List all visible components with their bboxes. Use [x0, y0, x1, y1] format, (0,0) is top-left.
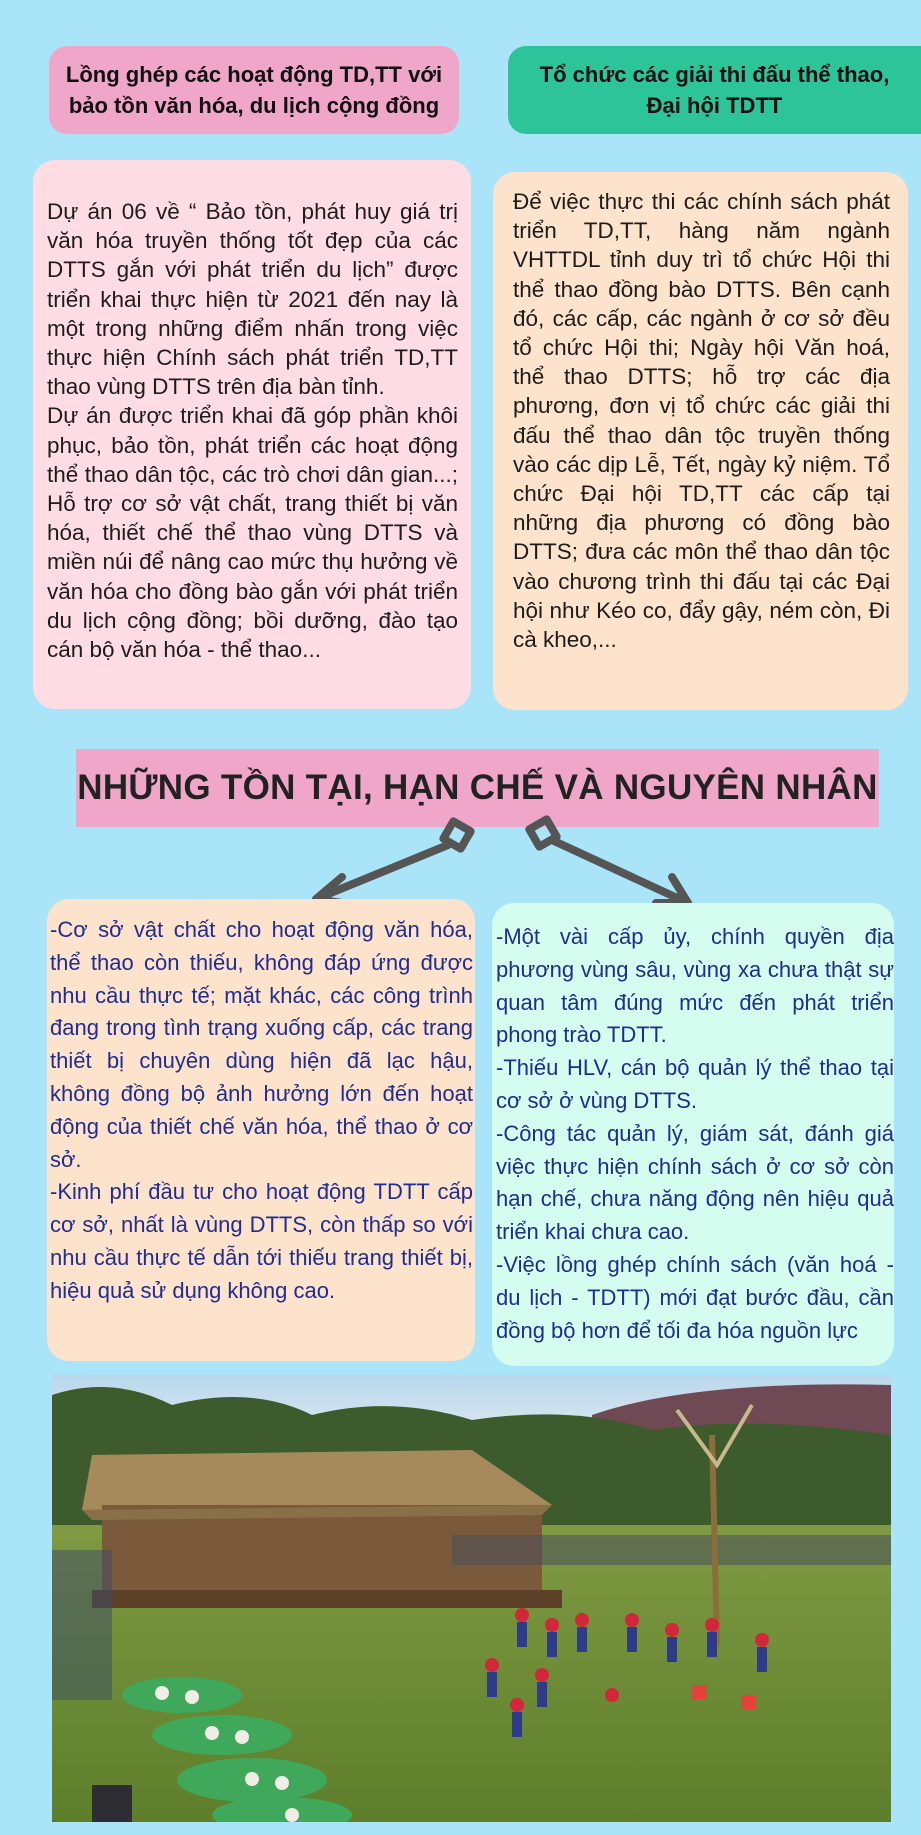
issues-right-paragraph-3: -Công tác quản lý, giám sát, đánh giá việc thực hiện chính sách ở cơ sở còn hạn chế, chưa năng động nên hiệu quả triển khai chưa cao. — [496, 1120, 894, 1245]
issues-banner-title: NHỮNG TỒN TẠI, HẠN CHẾ VÀ NGUYÊN NHÂN — [77, 768, 878, 807]
left-arrow-icon — [316, 821, 471, 904]
issues-left-card — [47, 899, 475, 1361]
card-right — [493, 172, 908, 710]
issues-right-paragraph-4: -Việc lồng ghép chính sách (văn hoá - du lịch - TDTT) mới đạt bước đầu, cần đồng bộ hơn để tối đa hóa nguồn lực — [496, 1251, 894, 1343]
issues-left-paragraph-1: -Cơ sở vật chất cho hoạt động văn hóa, thể thao còn thiếu, không đáp ứng được nhu cầu thực tế; mặt khác, các công trình đang trong tình trạng xuống cấp, các trang thiết bị chuyên dùng hiện đã lạc hậu, không đồng bộ ảnh hưởng lớn đến hoạt động của thiết chế văn hóa, thể thao ở cơ sở. — [50, 917, 473, 1172]
card-left-paragraph-1: Dự án 06 về “ Bảo tồn, phát huy giá trị văn hóa truyền thống tốt đẹp của các DTTS gắn với phát triển du lịch” được triển khai thực hiện từ 2021 đến nay là một trong những điểm nhấn trong việc thực hiện Chính sách phát triển TD,TT thao vùng DTTS trên địa bàn tỉnh. — [47, 199, 458, 400]
right-arrow-icon — [529, 819, 688, 903]
header-right-title: Tổ chức các giải thi đấu thể thao, Đại hội TDTT — [539, 62, 890, 118]
issues-right-card — [492, 903, 894, 1366]
issues-right-paragraph-2: -Thiếu HLV, cán bộ quản lý thể thao tại cơ sở ở vùng DTTS. — [496, 1055, 894, 1113]
card-left — [33, 160, 471, 709]
issues-left-paragraph-2: -Kinh phí đầu tư cho hoạt động TDTT cấp cơ sở, nhất là vùng DTTS, còn thấp so với nhu cầu thực tế dẫn tới thiếu trang thiết bị, hiệu quả sử dụng không cao. — [50, 1179, 473, 1303]
issues-right-paragraph-1: -Một vài cấp ủy, chính quyền địa phương vùng sâu, vùng xa chưa thật sự quan tâm đúng mức đến phát triển phong trào TDTT. — [496, 924, 894, 1048]
card-right-paragraph-1: Để việc thực thi các chính sách phát triển TD,TT, hàng năm ngành VHTTDL tỉnh duy trì tổ chức Hội thi thể thao đồng bào DTTS. Bên cạnh đó, các cấp, các ngành ở cơ sở đều tổ chức Hội thi; Ngày hội Văn hoá, thể thao DTTS; hỗ trợ các địa phương, đơn vị tổ chức các giải thi đấu thể thao dân tộc truyền thống vào các dịp Lễ, Tết, ngày kỷ niệm. Tổ chức Đại hội TD,TT các cấp tại những địa phương có đồng bào DTTS; đưa các môn thể thao dân tộc vào chương trình thi đấu tại các Đại hội như Kéo co, đẩy gậy, ném còn, Đi cà kheo,... — [513, 189, 890, 653]
header-left-pill — [49, 46, 459, 134]
header-left-title: Lồng ghép các hoạt động TD,TT với bảo tồn văn hóa, du lịch cộng đồng — [65, 62, 443, 118]
card-left-paragraph-2: Dự án được triển khai đã góp phần khôi phục, bảo tồn, phát triển các hoạt động thể thao dân tộc, các trò chơi dân gian...; Hỗ trợ cơ sở vật chất, trang thiết bị văn hóa, thiết chế thể thao vùng DTTS và miền núi để nâng cao mức thụ hưởng về văn hóa cho đồng bào gắn với phát triển du lịch cộng đồng; bồi dưỡng, đào tạo cán bộ văn hóa - thể thao... — [47, 403, 458, 663]
header-right-pill — [508, 46, 921, 134]
festival-photo — [52, 1375, 891, 1822]
festival-scene-image — [52, 1375, 891, 1822]
